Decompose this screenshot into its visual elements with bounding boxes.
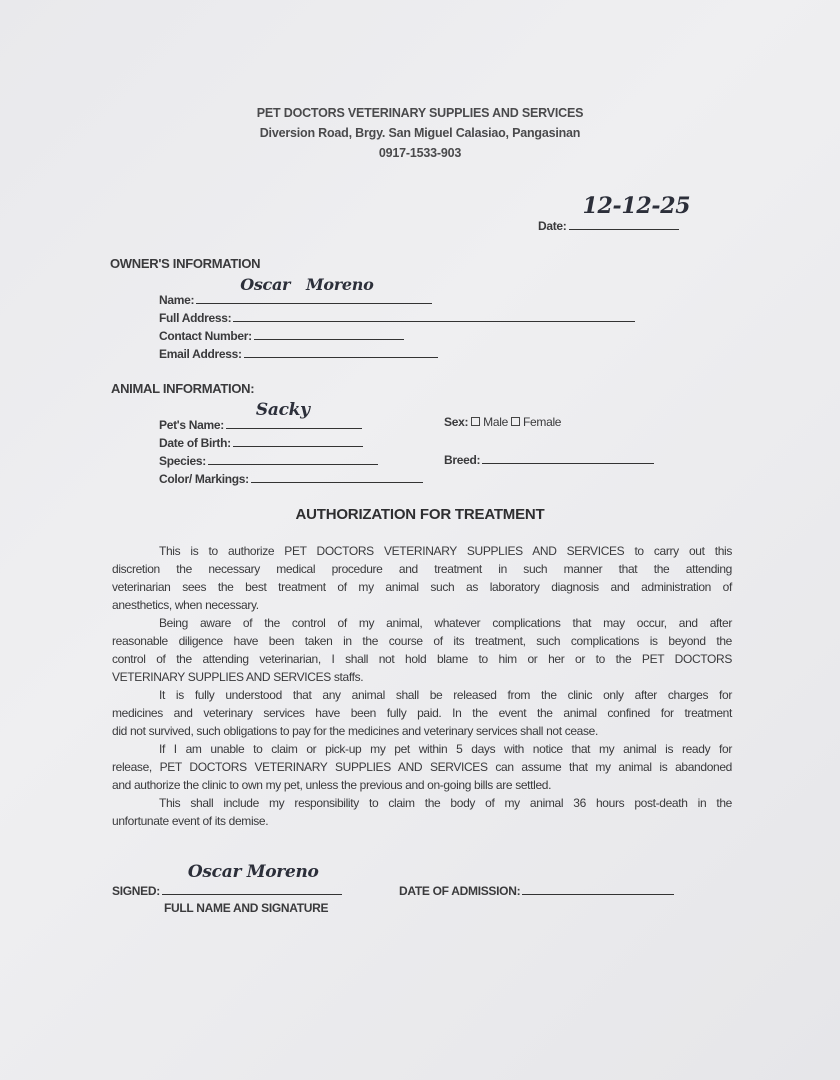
- owner-address-label: Full Address:: [159, 311, 232, 325]
- authorization-paragraph: [112, 614, 732, 686]
- authorization-paragraph: [112, 686, 732, 740]
- paragraph-line: VETERINARY SUPPLIES AND SERVICES staffs.: [112, 670, 364, 684]
- owner-name-field[interactable]: [159, 275, 432, 307]
- owner-name-value: Oscar Moreno: [240, 275, 374, 294]
- paragraph-line: control of the attending veterinarian, I shall not hold blame to him or her or to the PET DOCTORS: [112, 652, 732, 666]
- sex-label: Sex:: [444, 415, 469, 429]
- male-checkbox[interactable]: [471, 417, 480, 426]
- female-checkbox[interactable]: [511, 417, 520, 426]
- paragraph-line: and authorize the clinic to own my pet, unless the previous and on-going bills are settled.: [112, 778, 552, 792]
- paragraph-line: discretion the necessary medical procedure and treatment in such manner that the attending: [112, 562, 732, 576]
- paragraph-line: This is to authorize PET DOCTORS VETERINARY SUPPLIES AND SERVICES to carry out this: [159, 544, 732, 558]
- authorization-body: [112, 542, 732, 830]
- authorization-title: AUTHORIZATION FOR TREATMENT: [295, 506, 545, 523]
- owner-heading: OWNER'S INFORMATION: [110, 256, 261, 271]
- species-field[interactable]: [159, 452, 378, 468]
- date-label: Date:: [538, 219, 567, 233]
- paragraph-line: Being aware of the control of my animal, whatever complications that may occur, and after: [159, 616, 732, 630]
- paragraph-line: did not survived, such obligations to pay for the medicines and veterinary services shall not cease.: [112, 724, 598, 738]
- company-name: PET DOCTORS VETERINARY SUPPLIES AND SERVICES: [256, 106, 584, 120]
- owner-email-field[interactable]: [159, 345, 438, 361]
- admission-date-label: DATE OF ADMISSION:: [399, 884, 521, 898]
- company-phone: 0917-1533-903: [378, 146, 462, 160]
- paragraph-line: veterinarian sees the best treatment of my animal such as laboratory diagnosis and administration of: [112, 580, 732, 594]
- owner-name-label: Name:: [159, 293, 195, 307]
- animal-heading: ANIMAL INFORMATION:: [111, 381, 255, 396]
- paragraph-line: release, PET DOCTORS VETERINARY SUPPLIES AND SERVICES can assume that my animal is abandoned: [112, 760, 732, 774]
- date-field[interactable]: [538, 193, 691, 233]
- male-label: Male: [483, 415, 508, 429]
- paragraph-line: anesthetics, when necessary.: [112, 598, 259, 612]
- female-label: Female: [522, 415, 562, 429]
- sex-field[interactable]: [444, 415, 561, 429]
- date-value: 12-12-25: [582, 193, 691, 219]
- owner-contact-label: Contact Number:: [159, 329, 252, 343]
- company-address: Diversion Road, Brgy. San Miguel Calasiao, Pangasinan: [259, 126, 581, 140]
- paragraph-line: unfortunate event of its demise.: [112, 814, 269, 828]
- authorization-paragraph: [112, 740, 732, 794]
- pet-name-field[interactable]: [159, 400, 362, 432]
- paragraph-line: medicines and veterinary services have been fully paid. In the event the animal confined for treatment: [112, 706, 732, 720]
- signature-value: Oscar Moreno: [187, 862, 319, 882]
- dob-field[interactable]: [159, 434, 363, 450]
- color-markings-field[interactable]: [159, 470, 423, 486]
- paragraph-line: reasonable diligence have been taken in the course of its treatment, such complications is beyond the: [112, 634, 732, 648]
- breed-field[interactable]: [444, 451, 654, 467]
- admission-date-field[interactable]: [399, 882, 674, 898]
- owner-contact-field[interactable]: [159, 327, 404, 343]
- signature-caption: FULL NAME AND SIGNATURE: [164, 901, 329, 915]
- authorization-paragraph: [112, 542, 732, 614]
- signature-field[interactable]: [112, 862, 342, 898]
- owner-address-field[interactable]: [159, 309, 635, 325]
- paragraph-line: If I am unable to claim or pick-up my pet within 5 days with notice that my animal is ready for: [159, 742, 732, 756]
- pet-name-value: Sacky: [255, 400, 310, 420]
- breed-label: Breed:: [444, 453, 481, 467]
- owner-email-label: Email Address:: [159, 347, 242, 361]
- pet-name-label: Pet's Name:: [159, 418, 224, 432]
- paragraph-line: This shall include my responsibility to claim the body of my animal 36 hours post-death in the: [159, 796, 732, 810]
- signed-label: SIGNED:: [112, 884, 160, 898]
- color-markings-label: Color/ Markings:: [159, 472, 249, 486]
- authorization-paragraph: [112, 794, 732, 830]
- species-label: Species:: [159, 454, 206, 468]
- paragraph-line: It is fully understood that any animal shall be released from the clinic only after charges for: [159, 688, 732, 702]
- dob-label: Date of Birth:: [159, 436, 231, 450]
